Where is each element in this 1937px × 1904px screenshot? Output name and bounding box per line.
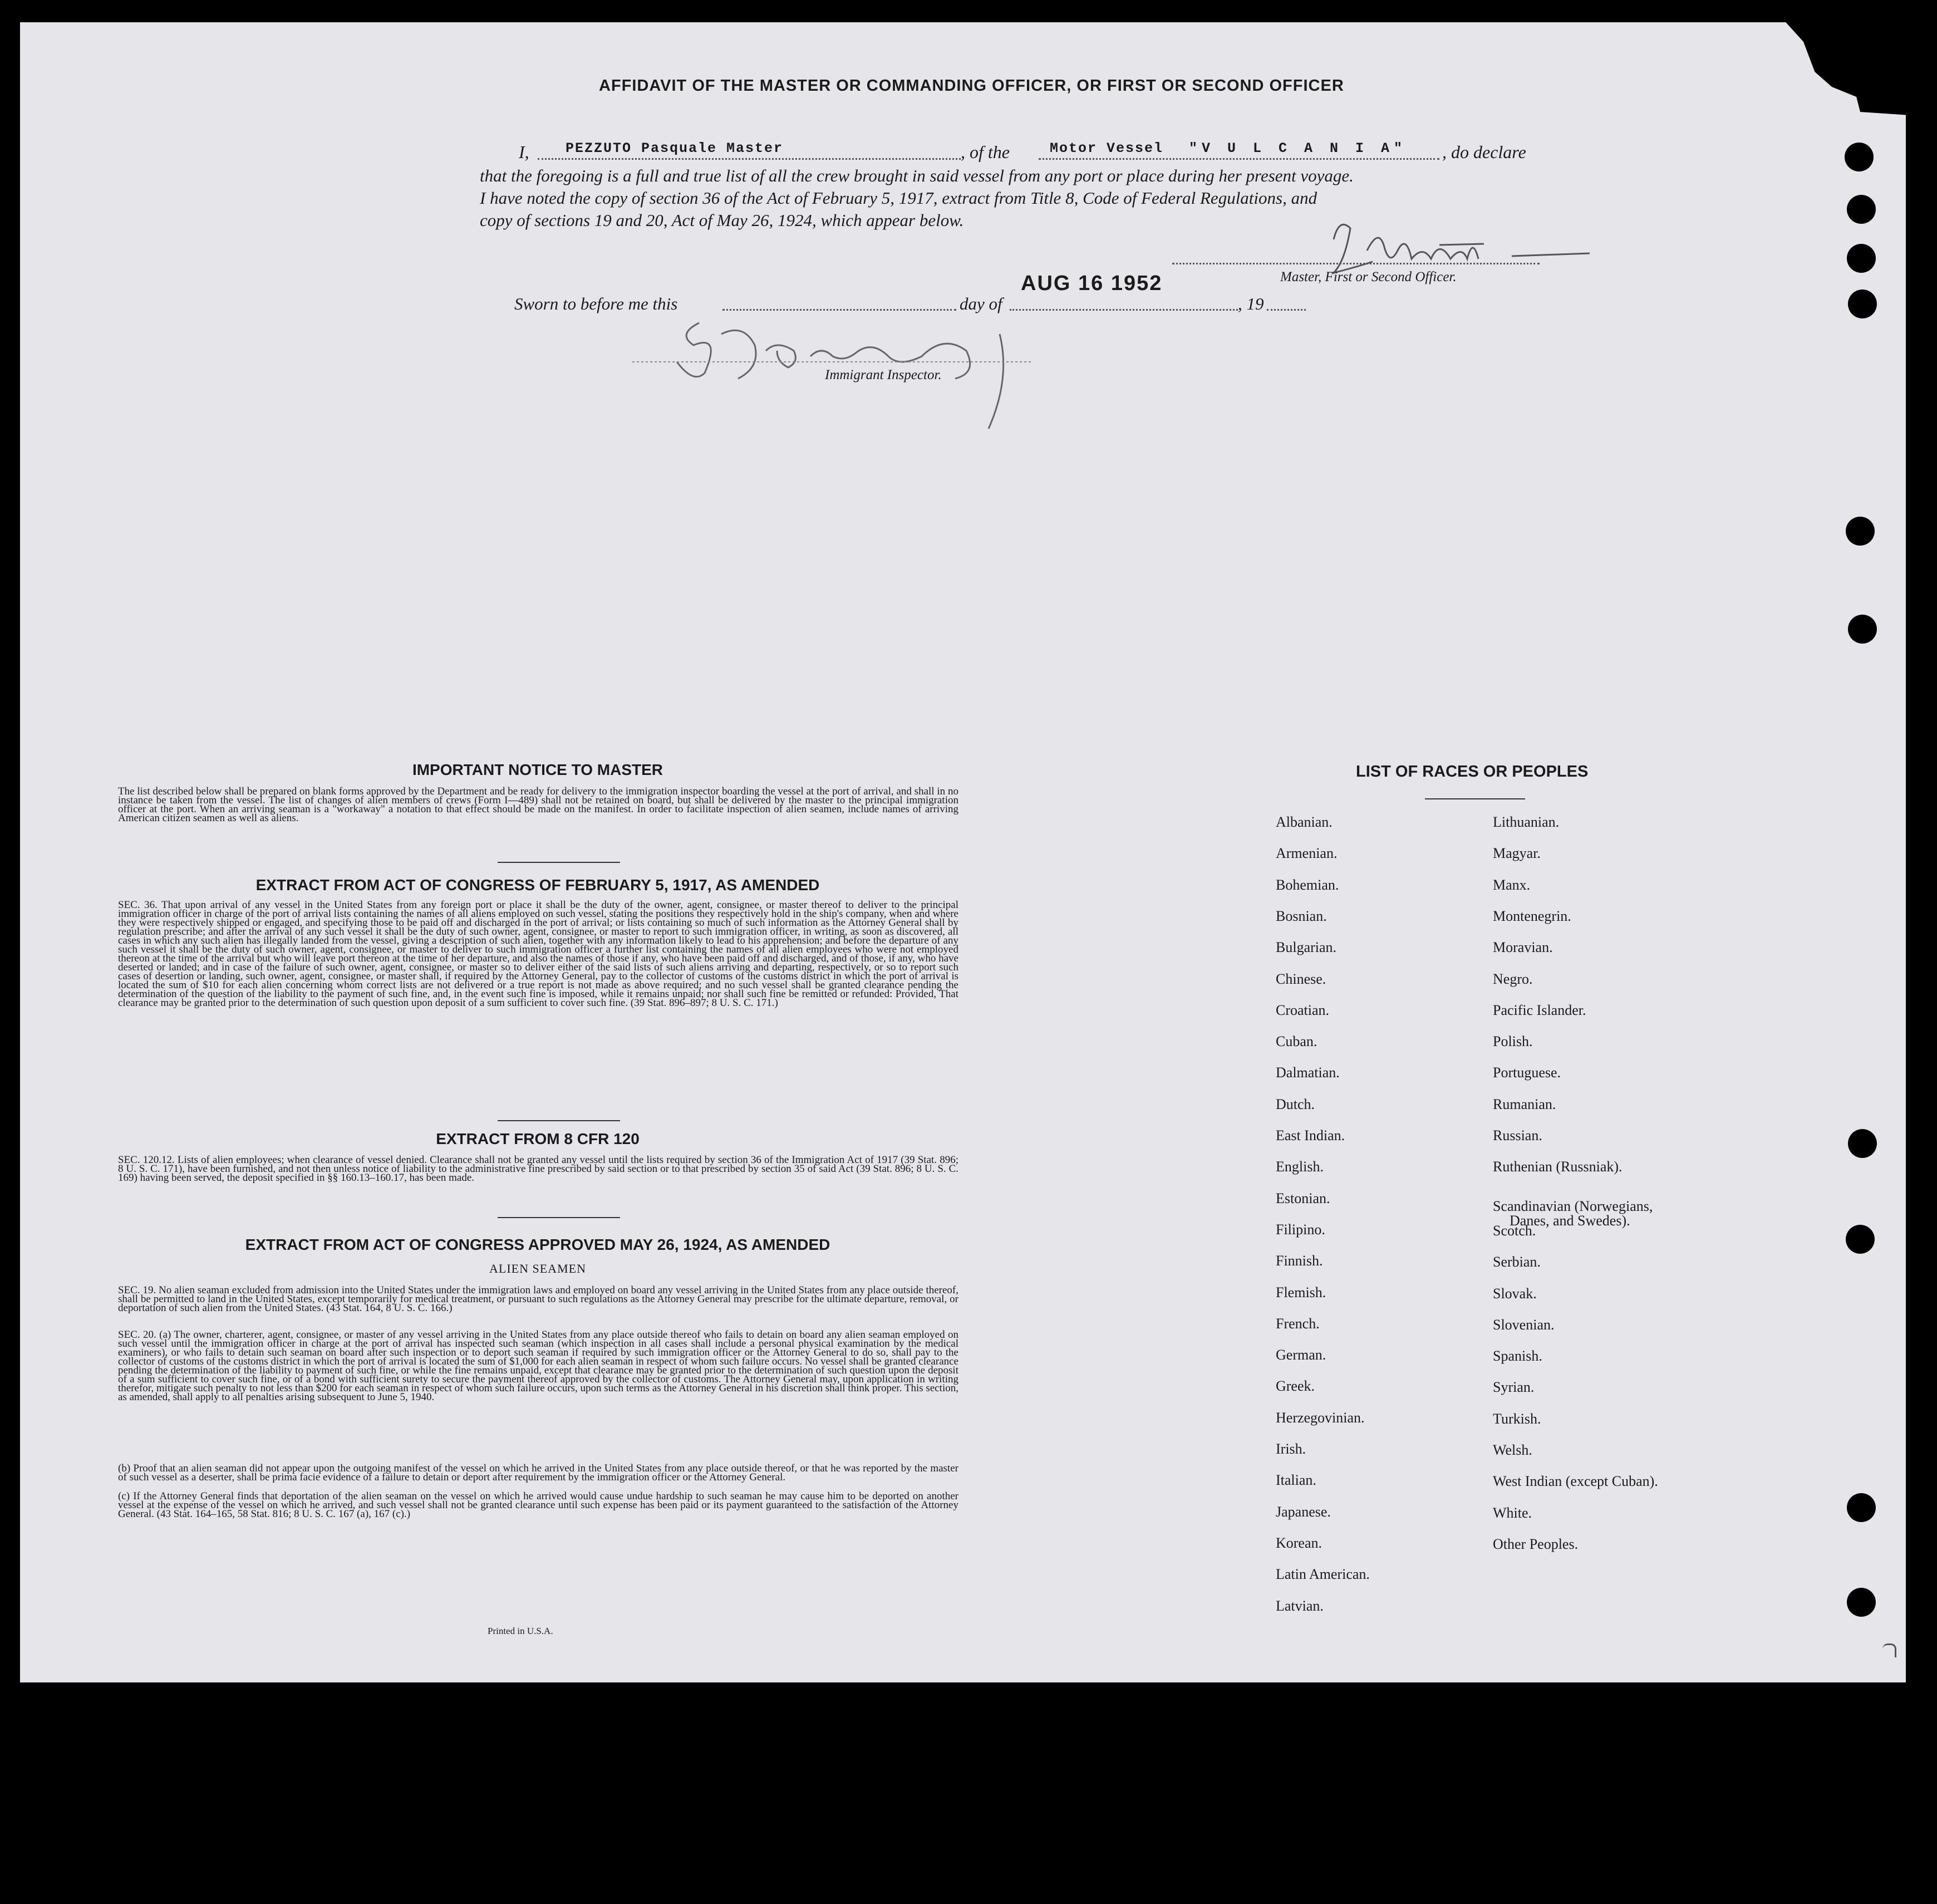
sec-20c-text: (c) If the Attorney General finds that deportation of the alien seaman on the vessel on which he arrived would cause undue hardship to such seaman he may cause him to be deported on another vessel at the expense of the vessel on which he arrived, and such vessel shall not be granted clearance until such expense has been paid or its payment guaranteed to the satisfaction of the Attorney General. (43 Stat. 164–165, 58 Stat. 816; 8 U. S. C. 167 (a), 167 (c).): [118, 1490, 958, 1520]
races-divider: [1425, 798, 1525, 799]
affidavit-title: AFFIDAVIT OF THE MASTER OR COMMANDING OFFICER, OR FIRST OR SECOND OFFICER: [599, 77, 1344, 95]
master-name: PEZZUTO Pasquale Master: [566, 140, 784, 156]
vessel-name: "V U L C A N I A": [1189, 140, 1407, 156]
extract-1917-text: SEC. 36. That upon arrival of any vessel in the United States from any foreign port or place it shall be the duty of the owner, agent, consignee, or master thereof to deliver to the principal immigration officer in charge of the port of arrival lists containing the names of all aliens employed on such vessel, stating the positions they respectively hold in the ship's company, when and where they were respectively shipped or engaged, and specifying those to be paid off and discharged in the port of arrival; or lists containing so much of such information as the Attorney General shall by regulation prescribe; and after the arrival of any such vessel it shall be the duty of such owner, agent, consignee, or master to report to such immigration officer, in writing, as soon as discovered, all cases in which any such alien has illegally landed from the vessel, giving a description of such alien, together with any information likely to lead to his apprehension; and before the departure of any such vessel it shall be the duty of such owner, agent, consignee, or master to deliver to such immigration officer a further list containing the names of all alien employees who were not employed thereon at the time of the arrival but who will leave port thereon at the time of her departure, and also the names of those if any, who have been paid off and discharged, and of those, if any, who have deserted or landed; and in case of the failure of such owner, agent, consignee, or master so to deliver either of the said lists of such aliens arriving and departing, respectively, or so to report such cases of desertion or landing, such owner, agent, consignee, or master shall, if required by the Attorney General, pay to the collector of customs of the customs district in which the port of arrival is located the sum of $10 for each alien concerning whom correct lists are not delivered or a true report is not made as above required; and no such vessel shall be granted clearance pending the determination of the question of the liability to the payment of such fine, and, in the event such fine is imposed, while it remains unpaid; nor shall such fine be remitted or refunded: Provided, That clearance may be granted prior to the determination of such question upon deposit of a sum sufficient to cover such fine. (39 Stat. 896–897; 8 U. S. C. 171.): [118, 899, 958, 1009]
race-item: Montenegrin.: [1493, 907, 1571, 924]
master-name-line: [538, 158, 961, 160]
punch-hole: [1845, 143, 1874, 171]
race-item: Russian.: [1493, 1127, 1542, 1144]
race-item: Japanese.: [1276, 1503, 1331, 1520]
race-item: Dutch.: [1276, 1096, 1315, 1112]
day-of-label: day of: [960, 294, 1002, 313]
race-item: Latin American.: [1276, 1566, 1370, 1583]
race-item: Chinese.: [1276, 970, 1326, 987]
inspector-label: Immigrant Inspector.: [825, 367, 942, 382]
race-item: Other Peoples.: [1493, 1535, 1579, 1552]
sworn-label: Sworn to before me this: [514, 294, 678, 313]
punch-hole: [1846, 1225, 1875, 1254]
race-item: Croatian.: [1276, 1002, 1330, 1018]
sworn-year-line: [1267, 309, 1306, 311]
race-item: Spanish.: [1493, 1348, 1542, 1365]
race-item: Danes, and Swedes).: [1510, 1212, 1630, 1229]
race-item: West Indian (except Cuban).: [1493, 1473, 1658, 1490]
master-signature: [1300, 206, 1612, 301]
race-item: Greek.: [1276, 1378, 1315, 1395]
sec-20b-text: (b) Proof that an alien seaman did not appear upon the outgoing manifest of the vessel on which he arrived in the United States from any place outside thereof, or that he was reported by the master of such vessel as a deserter, shall be prima facie evidence of a failure to detain or deport after requirement by the immigration officer or the Attorney General.: [118, 1463, 958, 1483]
race-item: Pacific Islander.: [1493, 1002, 1586, 1018]
punch-hole: [1848, 615, 1877, 644]
affidavit-line-2: that the foregoing is a full and true list of all the crew brought in said vessel from any port or place during her present voyage.: [480, 166, 1354, 185]
race-item: Rumanian.: [1493, 1096, 1556, 1112]
divider: [498, 1217, 620, 1218]
race-item: Manx.: [1493, 876, 1531, 893]
punch-hole: [1848, 289, 1877, 318]
race-item: Bohemian.: [1276, 876, 1339, 893]
race-item: Irish.: [1276, 1441, 1306, 1457]
extract-cfr-title: EXTRACT FROM 8 CFR 120: [436, 1130, 640, 1147]
race-item: Negro.: [1493, 970, 1533, 987]
punch-hole: [1846, 517, 1875, 546]
race-item: Estonian.: [1276, 1190, 1330, 1206]
race-item: Bulgarian.: [1276, 939, 1337, 956]
punch-hole: [1847, 195, 1876, 224]
races-title: LIST OF RACES OR PEOPLES: [1356, 763, 1589, 781]
race-item: Armenian.: [1276, 845, 1338, 862]
divider: [498, 1120, 620, 1121]
race-item: Korean.: [1276, 1534, 1323, 1551]
race-item: Scotch.: [1493, 1222, 1536, 1239]
extract-cfr-text: SEC. 120.12. Lists of alien employees; when clearance of vessel denied. Clearance shall not be granted any vessel until the lists required by section 36 of the Immigration Act of 1917 (39 Stat. 896; 8 U. S. C. 171), have been furnished, and not then unless notice of liability to the administrative fine prescribed by said section or to that prescribed by section 35 of said Act (39 Stat. 896; 8 U. S. C. 169) having been served, the deposit specified in §§ 160.13–160.17, has been made.: [118, 1154, 958, 1184]
race-item: Lithuanian.: [1493, 814, 1560, 830]
sec-19-text: SEC. 19. No alien seaman excluded from admission into the United States under the immigration laws and employed on board any vessel arriving in the United States from any place outside thereof, shall be permitted to land in the United States, except temporarily for medical treatment, or pursuant to such regulations as the Attorney General may prescribe for the ultimate departure, removal, or deportation of such alien from the United States. (43 Stat. 164, 8 U. S. C. 166.): [118, 1284, 958, 1314]
punch-hole: [1847, 244, 1876, 273]
race-item: Latvian.: [1276, 1597, 1324, 1614]
document-page: [20, 22, 1906, 1682]
race-item: White.: [1493, 1504, 1532, 1521]
race-item: Albanian.: [1276, 814, 1333, 830]
race-item: Slovenian.: [1493, 1316, 1555, 1333]
race-item: Ruthenian (Russniak).: [1493, 1159, 1623, 1175]
punch-hole: [1847, 1493, 1876, 1522]
do-declare-label: , do declare: [1442, 142, 1526, 162]
race-item: English.: [1276, 1159, 1324, 1175]
printed-in-usa: Printed in U.S.A.: [488, 1626, 553, 1636]
notice-title: IMPORTANT NOTICE TO MASTER: [412, 761, 663, 778]
vessel-type: Motor Vessel: [1050, 140, 1164, 156]
edge-mark: [1882, 1643, 1896, 1657]
extract-1924-title: EXTRACT FROM ACT OF CONGRESS APPROVED MAY 26, 1924, AS AMENDED: [245, 1236, 830, 1253]
race-item: Welsh.: [1493, 1442, 1532, 1458]
divider: [498, 862, 620, 863]
race-item: Finnish.: [1276, 1253, 1323, 1269]
race-item: Herzegovinian.: [1276, 1409, 1365, 1426]
race-item: Moravian.: [1493, 939, 1553, 956]
race-item: Turkish.: [1493, 1410, 1541, 1427]
alien-seamen-subtitle: ALIEN SEAMEN: [489, 1262, 586, 1275]
race-item: Filipino.: [1276, 1221, 1325, 1238]
sec-20a-text: SEC. 20. (a) The owner, charterer, agent, consignee, or master of any vessel arriving in the United States from any place outside thereof who fails to detain on board any alien seaman employed on such vessel until the immigration officer in charge at the port of arrival has inspected such seaman (which inspection in all cases shall include a personal physical examination by the medical examiners), or who fails to detain such seaman on board after such inspection or to deport such seaman if required by such immigration officer or the Attorney General to do so, shall pay to the collector of customs of the customs district in which the port of arrival is located the sum of $1,000 for each alien seaman in respect of whom such failure occurs. No vessel shall be granted clearance pending the determination of the liability to payment of such fine, or while the fine remains unpaid, except that clearance may be granted prior to the determination of such question upon the deposit of a sum sufficient to cover such fine, or of a bond with sufficient surety to secure the payment thereof approved by the collector of customs. The Attorney General may, upon application in writing therefor, mitigate such penalty to not less than $200 for each seaman in respect of whom such failure occurs, upon such terms as the Attorney General in his discretion shall think proper. This section, as amended, shall apply to all penalties arising subsequent to June 5, 1940.: [118, 1329, 958, 1403]
extract-1917-title: EXTRACT FROM ACT OF CONGRESS OF FEBRUARY 5, 1917, AS AMENDED: [255, 876, 820, 894]
affidavit-line-3: I have noted the copy of section 36 of the Act of February 5, 1917, extract from Title 8, Code of Federal Regulations, and: [480, 188, 1317, 208]
race-item: Serbian.: [1493, 1254, 1541, 1270]
race-item: Scandinavian (Norwegians,: [1493, 1198, 1653, 1214]
i-label: I,: [519, 142, 529, 162]
master-sig-label: Master, First or Second Officer.: [1280, 269, 1457, 284]
punch-hole: [1848, 1129, 1877, 1158]
race-item: French.: [1276, 1315, 1320, 1332]
race-item: Portuguese.: [1493, 1064, 1561, 1081]
year-prefix: , 19: [1238, 294, 1264, 313]
notice-text: The list described below shall be prepared on blank forms approved by the Department and be ready for delivery to the immigration inspector boarding the vessel at the port of arrival, and shall in no instance be taken from the vessel. The list of changes of alien members of crews (Form I—489) shall not be retained on board, but shall be delivered by the master to the principal immigration officer at the port. When an arriving seaman is a "workaway" a notation to that effect should be made on the manifest. In order to facilitate inspection of alien seamen, include names of arriving American citizen seamen as well as aliens.: [118, 786, 958, 824]
race-item: Cuban.: [1276, 1033, 1317, 1050]
race-item: Syrian.: [1493, 1379, 1535, 1396]
race-item: German.: [1276, 1347, 1326, 1363]
race-item: East Indian.: [1276, 1127, 1345, 1144]
race-item: Magyar.: [1493, 845, 1541, 862]
race-item: Italian.: [1276, 1472, 1316, 1489]
punch-hole: [1847, 1588, 1876, 1617]
of-the-label: , of the: [961, 142, 1010, 162]
race-item: Polish.: [1493, 1033, 1533, 1050]
race-item: Flemish.: [1276, 1284, 1326, 1301]
date-stamp: AUG 16 1952: [1021, 272, 1163, 295]
master-sig-line: [1172, 263, 1540, 264]
race-item: Dalmatian.: [1276, 1064, 1340, 1081]
race-item: Bosnian.: [1276, 907, 1327, 924]
affidavit-line-4: copy of sections 19 and 20, Act of May 26, 1924, which appear below.: [480, 210, 964, 230]
race-item: Slovak.: [1493, 1285, 1537, 1302]
vessel-line: [1039, 158, 1439, 160]
